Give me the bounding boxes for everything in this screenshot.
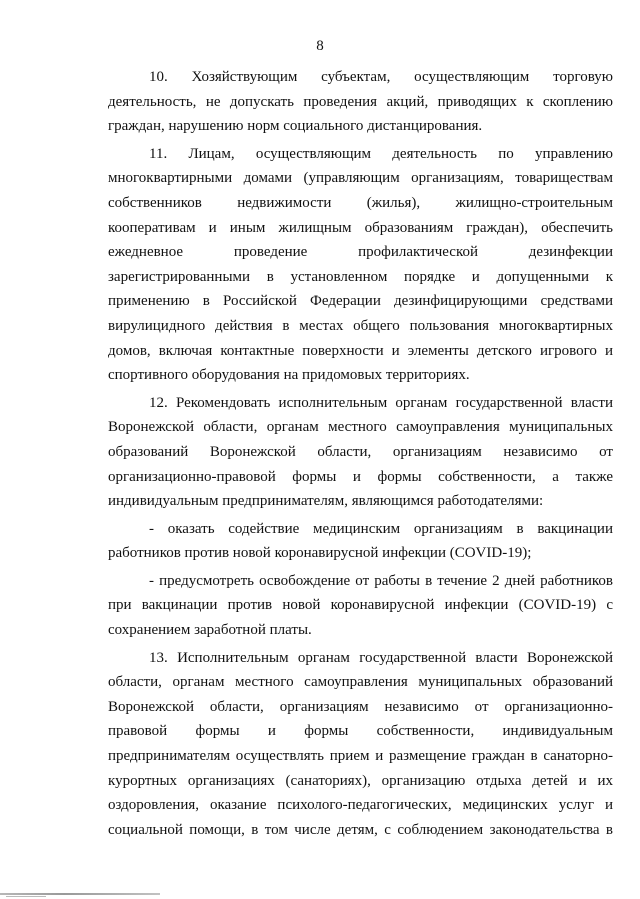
paragraph-line: собственников недвижимости (жилья), жилищно-строительным [108, 194, 613, 211]
paragraph-line: - оказать содействие медицинским организациям в вакцинации [149, 520, 613, 537]
paragraph-line: правовой формы и формы собственности, индивидуальным [108, 723, 613, 740]
paragraph-line: области, органам местного самоуправления муниципальных образований [108, 674, 613, 691]
paragraph-line: образований Воронежской области, организациям независимо от [108, 443, 613, 460]
paragraph-12 [108, 391, 613, 514]
paragraph-line: граждан, нарушению норм социального дистанцирования. [108, 118, 483, 135]
paragraph-line: домов, включая контактные поверхности и элементы детского игрового и [108, 342, 613, 359]
paragraph-line: деятельность, не допускать проведения акций, приводящих к скоплению [108, 93, 613, 110]
paragraph-line: кооперативам и иным жилищным образованиям граждан), обеспечить [108, 219, 613, 236]
page-number: 8 [316, 38, 324, 54]
paragraph-line: работников против новой коронавирусной инфекции (COVID-19); [108, 545, 532, 562]
paragraph-line: 10. Хозяйствующим субъектам, осуществляющим торговую [149, 69, 613, 85]
paragraph-line: курортных организациях (санаториях), организацию отдыха детей и их [108, 772, 613, 789]
paragraph-line: Воронежской области, организациям независимо от организационно- [108, 698, 613, 715]
paragraph-10 [108, 65, 613, 139]
document-body [108, 65, 613, 842]
paragraph-line: при вакцинации против новой коронавирусной инфекции (COVID-19) с [108, 597, 613, 614]
paragraph-line: спортивного оборудования на придомовых территориях. [108, 367, 470, 384]
paragraph-11 [108, 142, 613, 388]
paragraph-line: социальной помощи, в том числе детям, с соблюдением законодательства в [108, 821, 613, 838]
paragraph-line: применению в Российской Федерации дезинфицирующими средствами [108, 293, 613, 310]
paragraph-line: - предусмотреть освобождение от работы в течение 2 дней работников [149, 572, 613, 589]
paragraph-13 [108, 646, 613, 843]
bullet-work-exemption [108, 569, 613, 643]
paragraph-line: 11. Лицам, осуществляющим деятельность по управлению [149, 145, 613, 162]
paragraph-line: оздоровления, оказание психолого-педагогических, медицинских услуг и [108, 797, 613, 814]
paragraph-line: организационно-правовой формы и формы собственности, а также [108, 468, 613, 485]
scan-artifact-line [6, 896, 46, 897]
paragraph-line: сохранением заработной платы. [108, 622, 312, 639]
bullet-vaccination-support [108, 517, 613, 566]
paragraph-line: 13. Исполнительным органам государственной власти Воронежской [149, 649, 613, 666]
scan-artifact-line [0, 893, 160, 895]
paragraph-line: предпринимателям осуществлять прием и размещение граждан в санаторно- [108, 748, 613, 765]
paragraph-line: Воронежской области, органам местного самоуправления муниципальных [108, 419, 613, 436]
paragraph-line: 12. Рекомендовать исполнительным органам государственной власти [149, 394, 613, 411]
paragraph-line: многоквартирными домами (управляющим организациям, товариществам [108, 170, 613, 187]
paragraph-line: ежедневное проведение профилактической дезинфекции [108, 244, 613, 261]
paragraph-line: вирулицидного действия в местах общего пользования многоквартирных [108, 317, 613, 334]
paragraph-line: индивидуальным предпринимателям, являющимся работодателями: [108, 493, 544, 510]
paragraph-line: зарегистрированными в установленном порядке и допущенными к [108, 268, 613, 285]
